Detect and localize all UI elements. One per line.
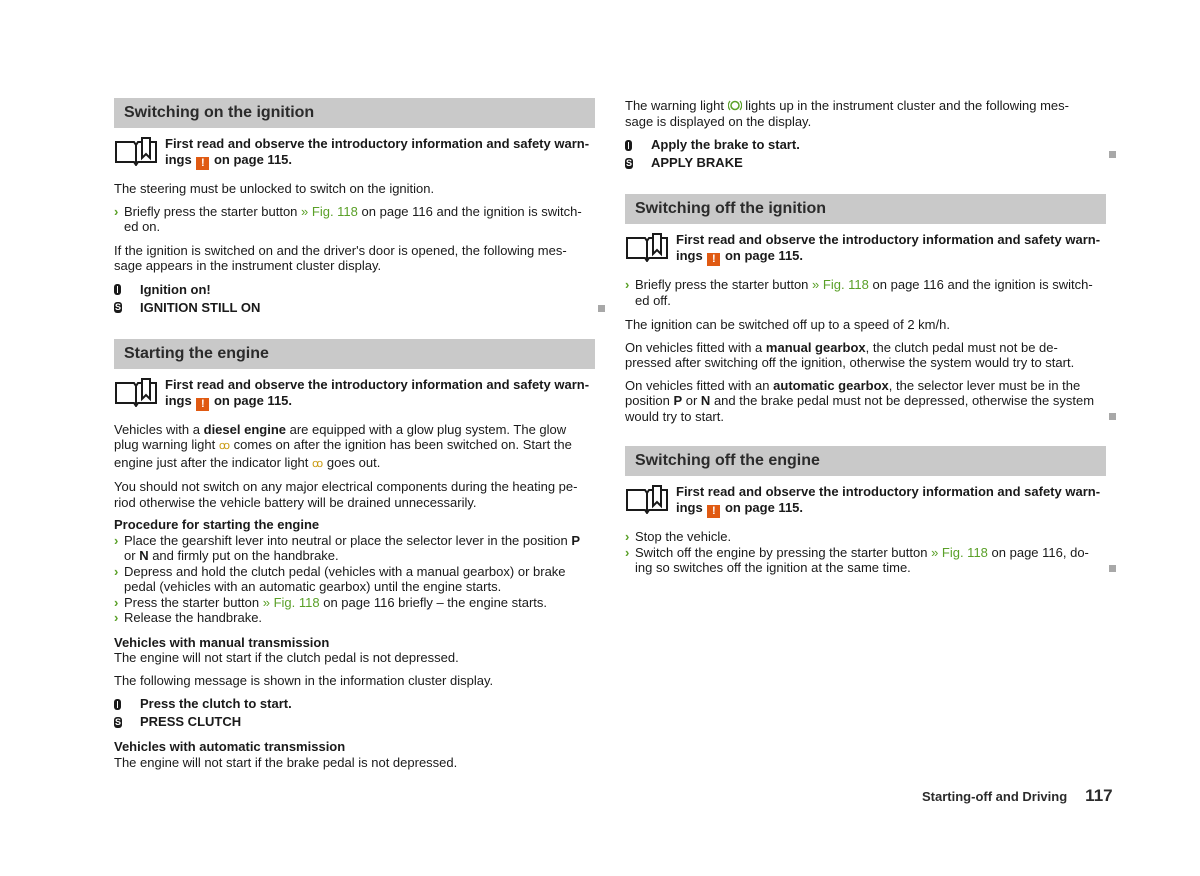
info-icon <box>625 140 632 151</box>
section-heading-engine-off: Switching off the engine <box>625 446 1106 476</box>
bullet-arrow-icon: › <box>114 563 119 579</box>
display-message: S APPLY BRAKE <box>625 154 1106 172</box>
bullet-item: › Switch off the engine by pressing the starter button » Fig. 118 on page 116, do- ing so switches off the ignition at the same time. <box>625 545 1106 576</box>
bullet-item: › Place the gearshift lever into neutral or place the selector lever in the position P or N and firmly put on the handbrake. <box>114 532 580 563</box>
bullet-arrow-icon: › <box>114 610 119 625</box>
display-message: S IGNITION STILL ON <box>114 299 595 317</box>
page-footer <box>922 786 1113 806</box>
book-icon <box>625 232 669 262</box>
message-icon: S <box>114 716 121 727</box>
display-message: Ignition on! <box>114 281 595 299</box>
paragraph: Vehicles with a diesel engine are equipped with a glow plug system. The glow plug warning light ꝏ comes on after the ignition has been switched on. Start the engine just after the indicator light ꝏ goes out. <box>114 421 572 470</box>
section-end-square <box>1109 151 1116 158</box>
warning-icon: ! <box>196 157 209 170</box>
paragraph: The engine will not start if the clutch pedal is not depressed. <box>114 650 459 665</box>
bullet-item: › Stop the vehicle. <box>625 529 732 544</box>
bullet-arrow-icon: › <box>625 277 630 292</box>
book-icon <box>625 484 669 514</box>
paragraph: The warning light lights up in the instrument cluster and the following mes- sage is displayed on the display. <box>625 98 1069 129</box>
paragraph: The following message is shown in the information cluster display. <box>114 672 494 688</box>
safety-note <box>114 136 595 170</box>
paragraph: You should not switch on any major electrical components during the heating pe- riod otherwise the vehicle battery will be drained unnecessarily. <box>114 479 578 510</box>
bullet-item: › Depress and hold the clutch pedal (vehicles with a manual gearbox) or brake pedal (vehicles with an automatic gearbox) until the engine starts. <box>114 563 566 594</box>
paragraph: On vehicles fitted with an automatic gearbox, the selector lever must be in the position P or N and the brake pedal must not be depressed, otherwise the system would try to start. <box>625 378 1106 425</box>
brake-warning-light-icon <box>728 100 742 111</box>
bullet-arrow-icon: › <box>114 594 119 610</box>
warning-icon: ! <box>707 253 720 266</box>
display-message: S PRESS CLUTCH <box>114 714 242 729</box>
book-icon <box>114 377 158 407</box>
subheading: Vehicles with automatic transmission <box>114 739 346 754</box>
message-icon: S <box>625 157 632 168</box>
chapter-title: Starting-off and Driving <box>922 789 1068 804</box>
bullet-arrow-icon: › <box>625 544 630 560</box>
paragraph: The engine will not start if the brake pedal is not depressed. <box>114 754 458 770</box>
bullet-item: › Release the handbrake. <box>114 610 263 625</box>
book-icon <box>114 136 158 166</box>
display-message: Apply the brake to start. <box>625 136 1106 154</box>
subheading: Procedure for starting the engine <box>114 517 320 532</box>
warning-icon: ! <box>196 398 209 411</box>
note-text: ings <box>165 152 192 167</box>
bullet-item: › Press the starter button » Fig. 118 on page 116 briefly – the engine starts. <box>114 594 548 610</box>
paragraph: The steering must be unlocked to switch on the ignition. <box>114 181 435 196</box>
safety-note: First read and observe the introductory information and safety warn- ings ! on page 115. <box>114 377 595 411</box>
right-column <box>625 98 1106 576</box>
paragraph: On vehicles fitted with a manual gearbox, the clutch pedal must not be de- pressed after switching off the ignition, otherwise the system would try to start. <box>625 339 1075 370</box>
info-icon <box>114 284 121 295</box>
safety-note: First read and observe the introductory information and safety warn- ings ! on page 115. <box>625 484 1106 518</box>
note-text: First read and observe the introductory information and safety warn- <box>165 136 590 151</box>
safety-note: First read and observe the introductory information and safety warn- ings ! on page 115. <box>625 232 1106 266</box>
warning-icon: ! <box>707 505 720 518</box>
message-icon: S <box>114 302 121 312</box>
paragraph: The ignition can be switched off up to a speed of 2 km/h. <box>625 317 950 332</box>
fig-link[interactable]: » Fig. 118 <box>262 594 320 610</box>
fig-link[interactable]: » Fig. 118 <box>931 544 988 560</box>
section-heading-starting: Starting the engine <box>114 339 595 369</box>
section-end-square <box>1109 565 1116 572</box>
bullet-item: › Briefly press the starter button » Fig. 118 on page 116 and the ignition is switch- ed on. <box>114 203 582 234</box>
fig-link[interactable]: » Fig. 118 <box>301 203 358 219</box>
section-heading-ignition-on: Switching on the ignition <box>114 98 595 128</box>
section-end-square <box>598 305 605 312</box>
section-end-square <box>1109 413 1116 420</box>
left-column <box>114 98 595 777</box>
note-page-ref: on page 115. <box>213 152 293 167</box>
glow-plug-icon: ꝏ <box>312 457 324 470</box>
bullet-arrow-icon: › <box>625 529 630 544</box>
paragraph: If the ignition is switched on and the driver's door is opened, the following mes- sage appears in the instrument cluster display. <box>114 242 567 273</box>
display-message: Press the clutch to start. <box>114 695 595 713</box>
subheading: Vehicles with manual transmission <box>114 634 330 650</box>
glow-plug-icon: ꝏ <box>218 440 231 452</box>
info-icon <box>114 699 121 710</box>
fig-link[interactable]: » Fig. 118 <box>812 277 869 292</box>
bullet-item: › Briefly press the starter button » Fig. 118 on page 116 and the ignition is switch- ed off. <box>625 277 1093 308</box>
section-heading-ignition-off: Switching off the ignition <box>625 194 1106 224</box>
bullet-arrow-icon: › <box>114 532 119 548</box>
bullet-arrow-icon: › <box>114 203 119 219</box>
page-number: 117 <box>1085 786 1113 805</box>
